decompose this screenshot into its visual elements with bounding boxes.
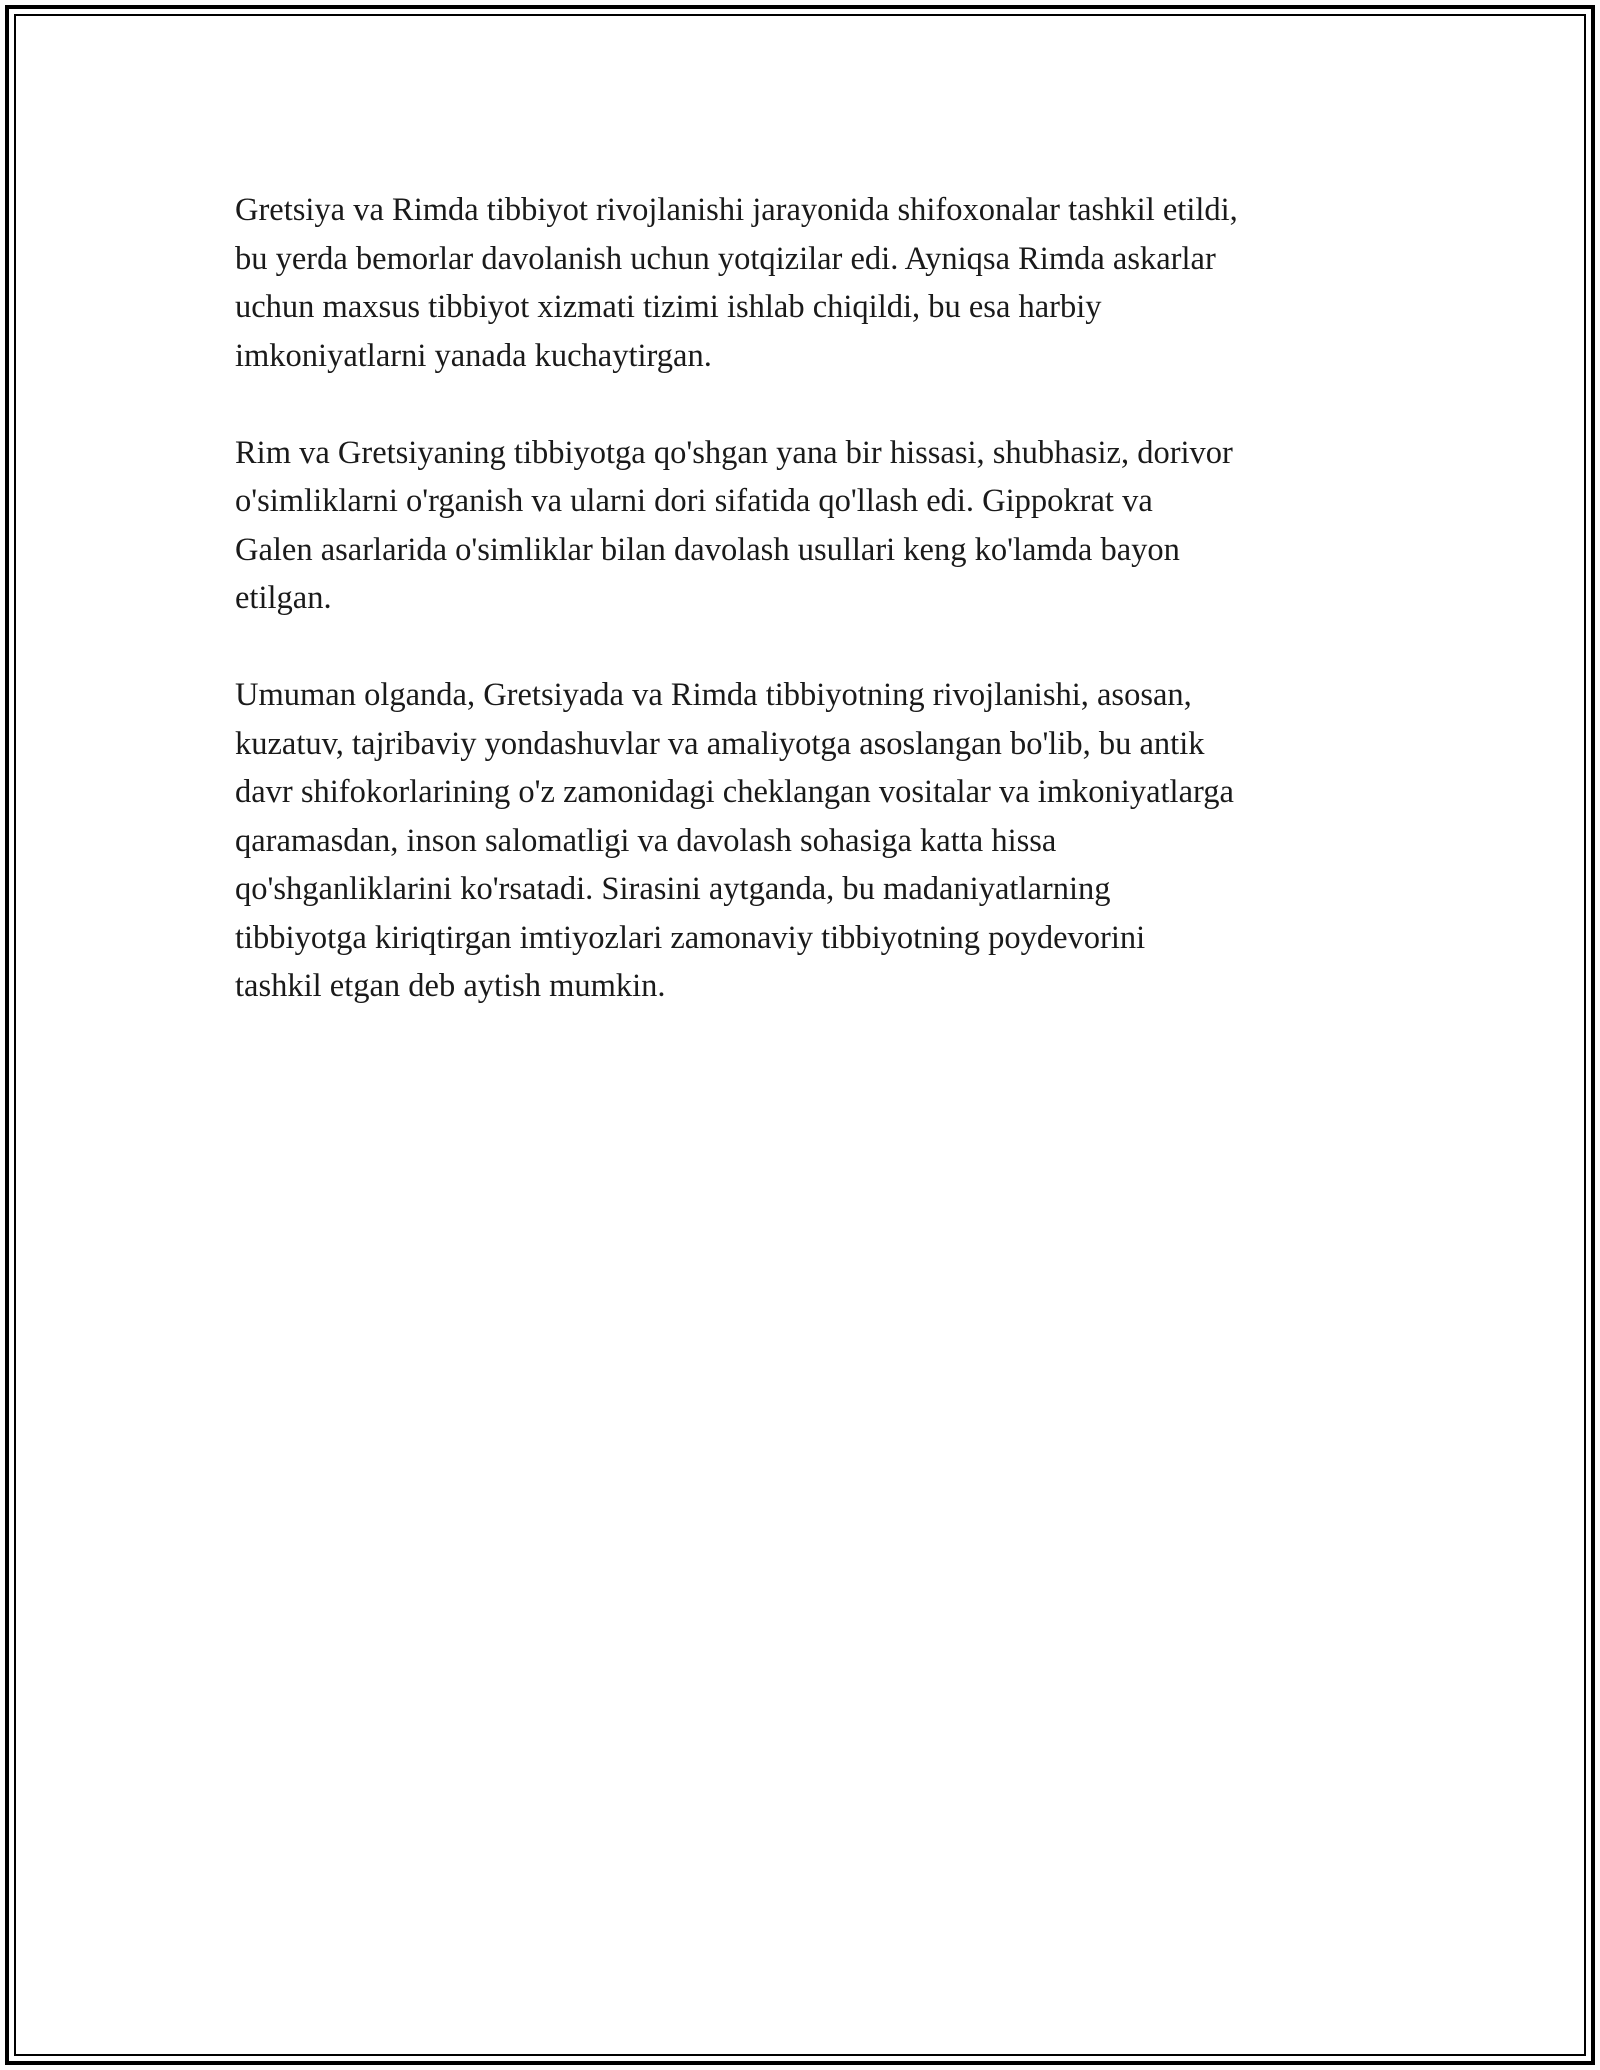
- text-line: qaramasdan, inson salomatligi va davolash sohasiga katta hissa: [235, 822, 1057, 859]
- text-line: etilgan.: [235, 580, 332, 616]
- text-line: uchun maxsus tibbiyot xizmati tizimi ishlab chiqildi, bu esa harbiy: [235, 289, 1102, 325]
- paragraph-2: [235, 429, 1375, 623]
- paragraph-3: [235, 671, 1375, 1011]
- text-line: Galen asarlarida o'simliklar bilan davolash usullari keng ko'lamda bayon: [235, 531, 1180, 568]
- text-line: tibbiyotga kiriqtirgan imtiyozlari zamonaviy tibbiyotning poydevorini: [235, 919, 1146, 956]
- text-line: Rim va Gretsiyaning tibbiyotga qo'shgan yana bir hissasi, shubhasiz, dorivor: [235, 434, 1233, 471]
- text-line: imkoniyatlarni yanada kuchaytirgan.: [235, 337, 712, 374]
- text-line: bu yerda bemorlar davolanish uchun yotqizilar edi. Ayniqsa Rimda askarlar: [235, 240, 1216, 277]
- text-line: Umuman olganda, Gretsiyada va Rimda tibbiyotning rivojlanishi, asosan,: [235, 677, 1192, 713]
- text-line: qo'shganliklarini ko'rsatadi. Sirasini aytganda, bu madaniyatlarning: [235, 871, 1111, 907]
- text-line: davr shifokorlarining o'z zamonidagi cheklangan vositalar va imkoniyatlarga: [235, 774, 1234, 810]
- text-line: tashkil etgan deb aytish mumkin.: [235, 968, 666, 1004]
- text-line: o'simliklarni o'rganish va ularni dori sifatida qo'llash edi. Gippokrat va: [235, 483, 1153, 519]
- document-body: [235, 186, 1375, 1059]
- paragraph-1: [235, 186, 1375, 380]
- text-line: Gretsiya va Rimda tibbiyot rivojlanishi jarayonida shifoxonalar tashkil etildi,: [235, 192, 1238, 228]
- text-line: kuzatuv, tajribaviy yondashuvlar va amaliyotga asoslangan bo'lib, bu antik: [235, 725, 1205, 762]
